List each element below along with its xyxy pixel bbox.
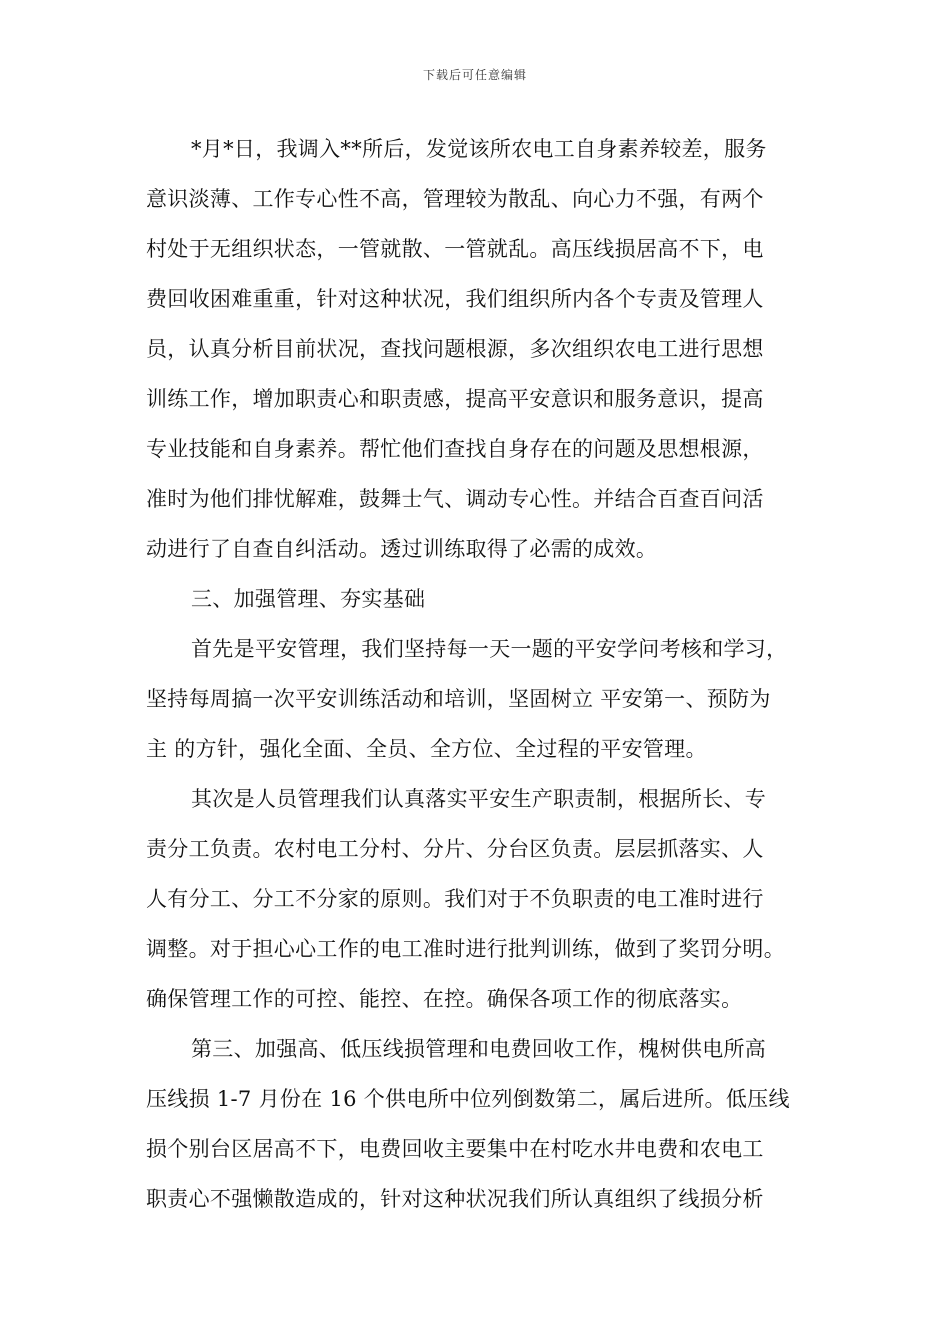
text-line: 人有分工、分工不分家的原则。我们对于不负职责的电工准时进行 [146,887,764,911]
text-line: 动进行了自查自纠活动。透过训练取得了必需的成效。 [146,537,658,561]
page-header: 下载后可任意编辑 [422,68,527,82]
text-line: 员，认真分析目前状况，查找问题根源，多次组织农电工进行思想 [146,337,764,361]
text-line: 损个别台区居高不下，电费回收主要集中在村吃水井电费和农电工 [146,1137,764,1161]
text-line: 费回收困难重重，针对这种状况，我们组织所内各个专责及管理人 [146,287,764,311]
text-line: 专业技能和自身素养。帮忙他们查找自身存在的问题及思想根源， [146,437,764,461]
text-line: 准时为他们排忧解难，鼓舞士气、调动专心性。并结合百查百问活 [146,487,764,511]
text-line: 调整。对于担心心工作的电工准时进行批判训练，做到了奖罚分明。 [146,937,785,961]
body-text [146,124,826,1224]
text-line: 坚持每周搞一次平安训练活动和培训，坚固树立 平安第一、预防为 [146,687,771,711]
text-line: 责分工负责。农村电工分村、分片、分台区负责。层层抓落实、人 [146,837,764,861]
text-line: 村处于无组织状态，一管就散、一管就乱。高压线损居高不下，电 [146,237,764,261]
text-line: 主 的方针，强化全面、全员、全方位、全过程的平安管理。 [146,737,707,761]
text-line: 其次是人员管理我们认真落实平安生产职责制，根据所长、专 [191,787,767,811]
text-line: 确保管理工作的可控、能控、在控。确保各项工作的彻底落实。 [146,987,743,1011]
text-line: 压线损 1-7 月份在 16 个供电所中位列倒数第二，属后进所。低压线 [146,1087,790,1111]
text-line: 训练工作，增加职责心和职责感，提高平安意识和服务意识，提高 [146,387,764,411]
text-line: 意识淡薄、工作专心性不高，管理较为散乱、向心力不强，有两个 [146,187,764,211]
text-line: 第三、加强高、低压线损管理和电费回收工作，槐树供电所高 [191,1037,767,1061]
text-line: 职责心不强懒散造成的，针对这种状况我们所认真组织了线损分析 [146,1187,764,1211]
section-heading: 三、加强管理、夯实基础 [191,587,426,611]
text-line: 首先是平安管理，我们坚持每一天一题的平安学问考核和学习， [191,637,788,661]
text-line: *月*日，我调入**所后，发觉该所农电工自身素养较差，服务 [191,137,767,161]
